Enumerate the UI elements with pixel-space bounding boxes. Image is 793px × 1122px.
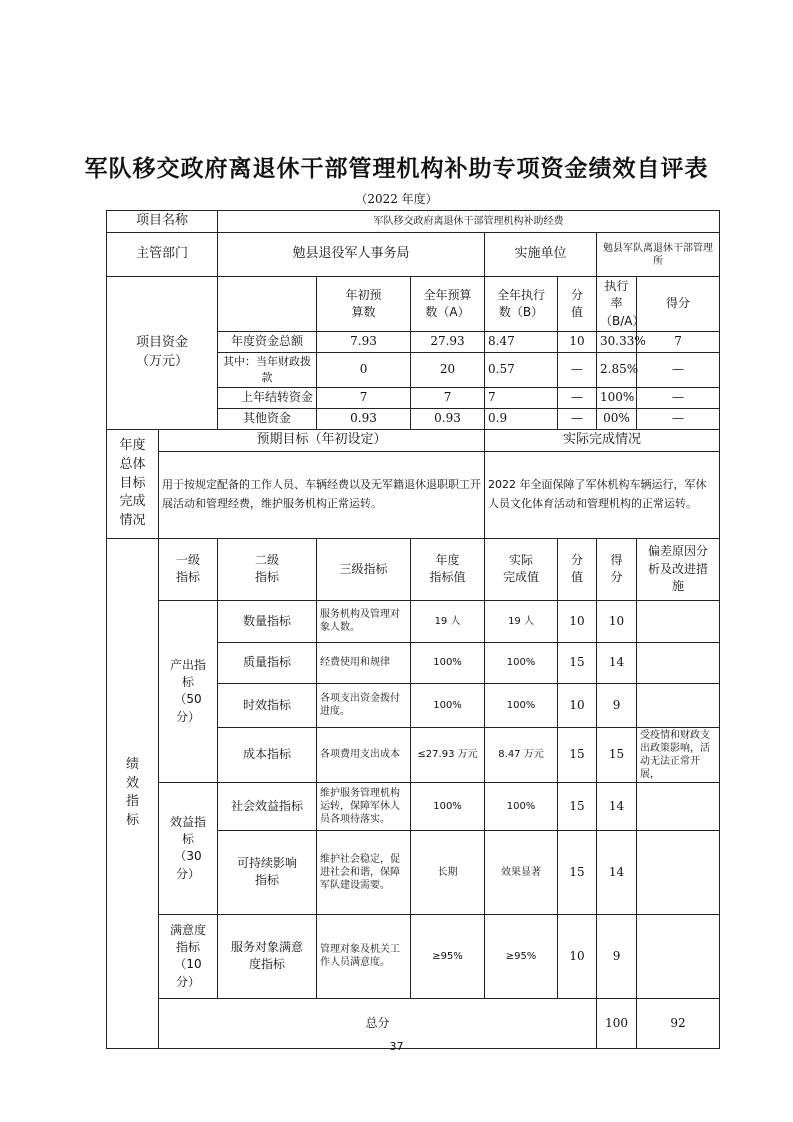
goals-actual-label: 实际完成情况 bbox=[485, 430, 720, 452]
goals-label: 年度 总体 目标 完成 情况 bbox=[107, 430, 159, 539]
year-label: （2022 年度） bbox=[355, 192, 438, 206]
perf-l3: 各项支出资金拨付进度。 bbox=[317, 683, 411, 727]
perf-actual: 19 人 bbox=[485, 600, 558, 642]
perf-header-l3: 三级指标 bbox=[317, 538, 411, 600]
perf-actual: 8.47 万元 bbox=[485, 727, 558, 782]
perf-l2: 社会效益指标 bbox=[218, 782, 317, 830]
funds-row-exec: 0.9 bbox=[485, 409, 558, 430]
funds-row-rate: 30.33% bbox=[597, 332, 637, 353]
perf-score: 9 bbox=[597, 683, 637, 727]
perf-val: 15 bbox=[558, 642, 597, 683]
funds-row-initial: 7.93 bbox=[317, 332, 411, 353]
total-label: 总分 bbox=[159, 998, 597, 1048]
page-title: 军队移交政府离退休干部管理机构补助专项资金绩效自评表 bbox=[84, 156, 709, 182]
funds-row-initial: 0.93 bbox=[317, 409, 411, 430]
funds-row-name: 其他资金 bbox=[218, 409, 317, 430]
funds-row-score: — bbox=[637, 388, 720, 409]
funds-row-rate: 00% bbox=[597, 409, 637, 430]
perf-group-output: 产出指 标 （50 分） bbox=[159, 600, 218, 782]
funds-row-budget: 20 bbox=[411, 353, 485, 388]
perf-note bbox=[637, 782, 720, 830]
perf-header-target: 年度 指标值 bbox=[411, 538, 485, 600]
funds-row-score: — bbox=[637, 353, 720, 388]
funds-row-val: — bbox=[558, 388, 597, 409]
perf-target: 100% bbox=[411, 642, 485, 683]
impl-label: 实施单位 bbox=[485, 233, 597, 277]
funds-header-rate: 执行率 （B/A） bbox=[597, 277, 637, 332]
funds-row-budget: 7 bbox=[411, 388, 485, 409]
perf-target: ≥95% bbox=[411, 914, 485, 998]
page-number: 37 bbox=[389, 1040, 404, 1053]
funds-header-initial: 年初预 算数 bbox=[317, 277, 411, 332]
perf-l2: 服务对象满意 度指标 bbox=[218, 914, 317, 998]
perf-header-val: 分 值 bbox=[558, 538, 597, 600]
funds-row-name: 上年结转资金 bbox=[218, 388, 317, 409]
funds-row-score: 7 bbox=[637, 332, 720, 353]
funds-row-budget: 0.93 bbox=[411, 409, 485, 430]
perf-val: 10 bbox=[558, 683, 597, 727]
dept-value: 勉县退役军人事务局 bbox=[218, 233, 485, 277]
dept-label: 主管部门 bbox=[107, 233, 218, 277]
perf-actual: 100% bbox=[485, 683, 558, 727]
funds-row-exec: 7 bbox=[485, 388, 558, 409]
perf-note bbox=[637, 600, 720, 642]
project-name-label: 项目名称 bbox=[107, 211, 218, 233]
perf-header-note: 偏差原因分 析及改进措 施 bbox=[637, 538, 720, 600]
perf-l3: 维护社会稳定，促进社会和谐，保障军队建设需要。 bbox=[317, 830, 411, 914]
perf-group-satisfaction: 满意度 指标 （10 分） bbox=[159, 914, 218, 998]
perf-group-benefit: 效益指 标 （30 分） bbox=[159, 782, 218, 914]
perf-note bbox=[637, 683, 720, 727]
perf-l2: 时效指标 bbox=[218, 683, 317, 727]
perf-l3: 管理对象及机关工作人员满意度。 bbox=[317, 914, 411, 998]
funds-header-exec: 全年执行 数（B） bbox=[485, 277, 558, 332]
impl-value: 勉县军队离退休干部管理所 bbox=[597, 233, 720, 277]
funds-row-exec: 0.57 bbox=[485, 353, 558, 388]
perf-header-actual: 实际 完成值 bbox=[485, 538, 558, 600]
funds-header-score: 得分 bbox=[637, 277, 720, 332]
funds-row-rate: 2.85% bbox=[597, 353, 637, 388]
perf-actual: 100% bbox=[485, 642, 558, 683]
perf-val: 15 bbox=[558, 782, 597, 830]
perf-val: 15 bbox=[558, 830, 597, 914]
funds-row-name: 其中：当年财政拨款 bbox=[218, 353, 317, 388]
perf-score: 14 bbox=[597, 642, 637, 683]
perf-header-l2: 二级 指标 bbox=[218, 538, 317, 600]
perf-header-l1: 一级 指标 bbox=[159, 538, 218, 600]
funds-row-val: — bbox=[558, 353, 597, 388]
goals-expected-label: 预期目标（年初设定） bbox=[159, 430, 485, 452]
perf-target: 19 人 bbox=[411, 600, 485, 642]
perf-val: 15 bbox=[558, 727, 597, 782]
perf-note bbox=[637, 830, 720, 914]
perf-l2: 成本指标 bbox=[218, 727, 317, 782]
funds-row-val: — bbox=[558, 409, 597, 430]
perf-target: 100% bbox=[411, 683, 485, 727]
goals-actual: 2022 年全面保障了军休机构车辆运行，军休人员文化体育活动和管理机构的正常运转。 bbox=[485, 451, 720, 538]
funds-row-rate: 100% bbox=[597, 388, 637, 409]
perf-note bbox=[637, 914, 720, 998]
funds-header-budget: 全年预算 数（A） bbox=[411, 277, 485, 332]
perf-actual: ≥95% bbox=[485, 914, 558, 998]
perf-header-score: 得 分 bbox=[597, 538, 637, 600]
funds-header-val: 分 值 bbox=[558, 277, 597, 332]
perf-val: 10 bbox=[558, 914, 597, 998]
perf-target: 长期 bbox=[411, 830, 485, 914]
funds-row-initial: 7 bbox=[317, 388, 411, 409]
funds-row-budget: 27.93 bbox=[411, 332, 485, 353]
funds-row-val: 10 bbox=[558, 332, 597, 353]
perf-score: 14 bbox=[597, 782, 637, 830]
perf-note: 受疫情和财政支出政策影响，活动无法正常开展， bbox=[637, 727, 720, 782]
perf-score: 9 bbox=[597, 914, 637, 998]
perf-score: 14 bbox=[597, 830, 637, 914]
perf-l2: 质量指标 bbox=[218, 642, 317, 683]
funds-label: 项目资金 （万元） bbox=[107, 277, 218, 430]
perf-l3: 服务机构及管理对象人数。 bbox=[317, 600, 411, 642]
perf-val: 10 bbox=[558, 600, 597, 642]
perf-l3: 经费使用和规律 bbox=[317, 642, 411, 683]
perf-note bbox=[637, 642, 720, 683]
perf-l3: 各项费用支出成本 bbox=[317, 727, 411, 782]
funds-row-exec: 8.47 bbox=[485, 332, 558, 353]
perf-l3: 维护服务管理机构运转，保障军休人员各项待落实。 bbox=[317, 782, 411, 830]
perf-target: 100% bbox=[411, 782, 485, 830]
perf-l2: 数量指标 bbox=[218, 600, 317, 642]
perf-actual: 效果显著 bbox=[485, 830, 558, 914]
evaluation-table bbox=[106, 210, 720, 1049]
funds-header-blank bbox=[218, 277, 317, 332]
perf-score: 15 bbox=[597, 727, 637, 782]
goals-expected: 用于按规定配备的工作人员、车辆经费以及无军籍退休退职职工开展活动和管理经费，维护服务机构正常运转。 bbox=[159, 451, 485, 538]
funds-row-name: 年度资金总额 bbox=[218, 332, 317, 353]
perf-target: ≤27.93 万元 bbox=[411, 727, 485, 782]
perf-label: 绩 效 指 标 bbox=[107, 538, 159, 1048]
perf-actual: 100% bbox=[485, 782, 558, 830]
funds-row-score: — bbox=[637, 409, 720, 430]
perf-score: 10 bbox=[597, 600, 637, 642]
project-name: 军队移交政府离退休干部管理机构补助经费 bbox=[218, 211, 720, 233]
total-score: 92 bbox=[637, 998, 720, 1048]
perf-l2: 可持续影响 指标 bbox=[218, 830, 317, 914]
funds-row-initial: 0 bbox=[317, 353, 411, 388]
total-val: 100 bbox=[597, 998, 637, 1048]
